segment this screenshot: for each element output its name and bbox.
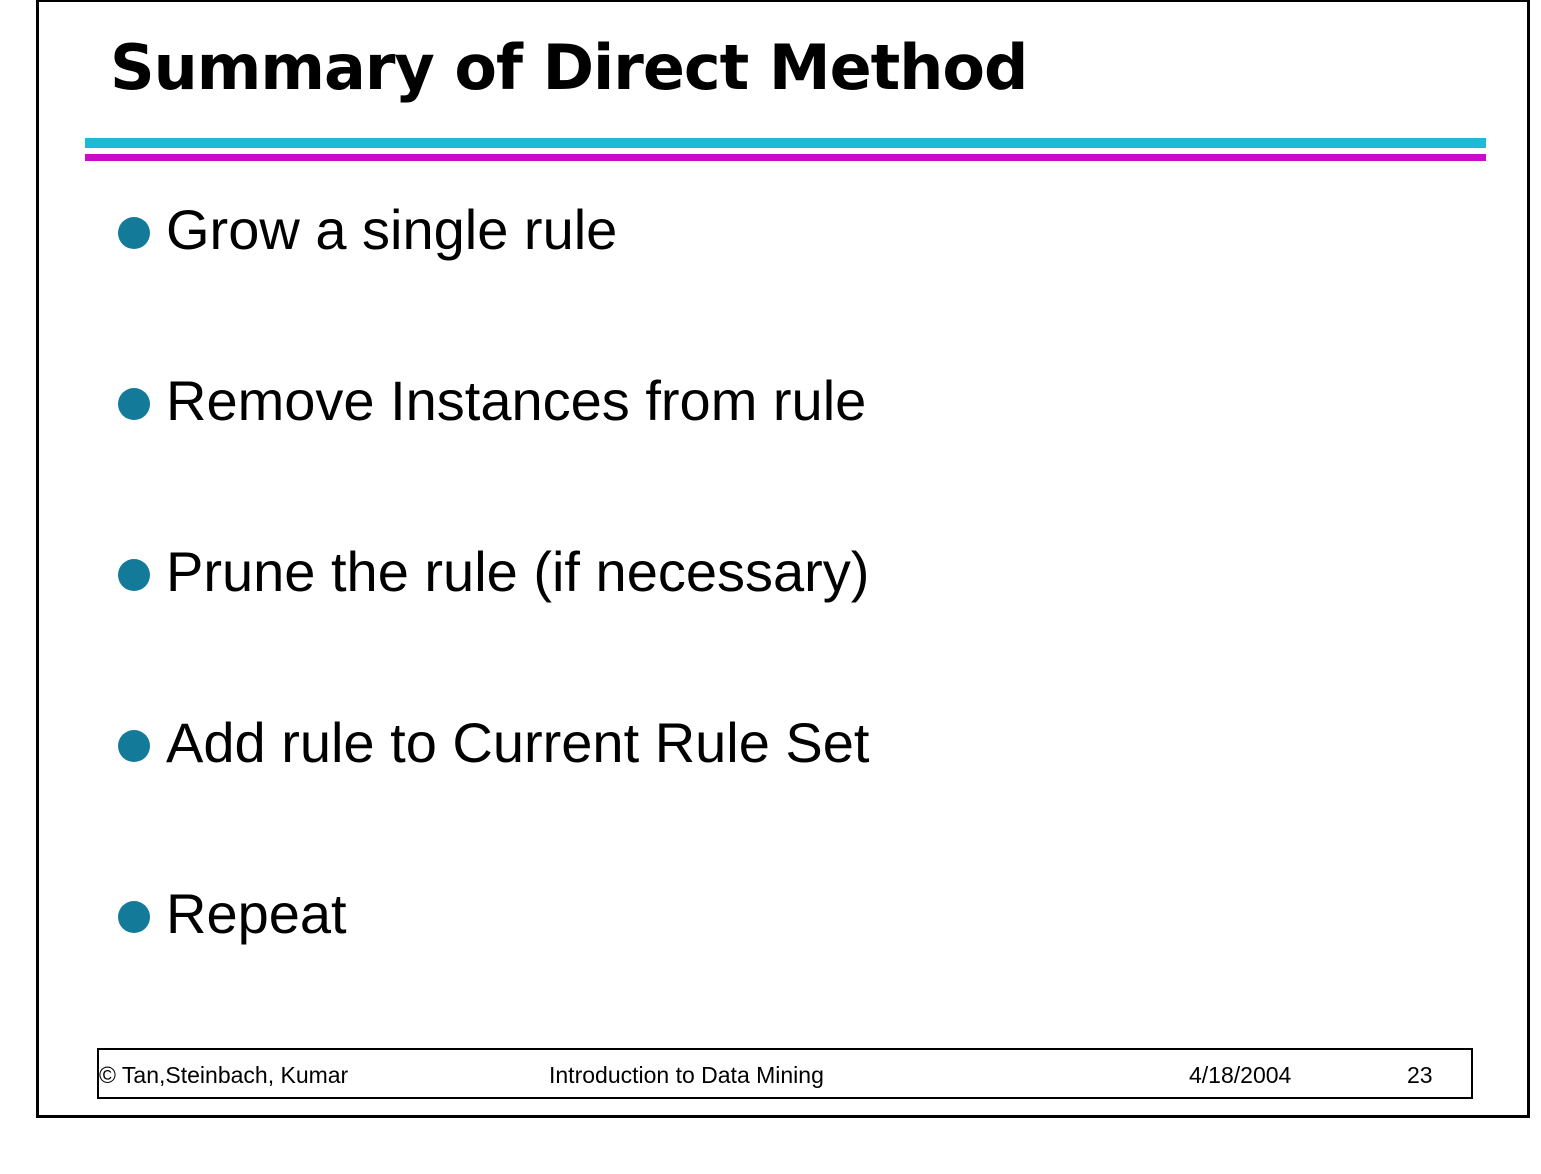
title-divider-magenta xyxy=(85,154,1486,161)
bullet-text: Grow a single rule xyxy=(166,198,618,261)
bullet-dot-icon xyxy=(118,388,150,420)
bullet-text: Add rule to Current Rule Set xyxy=(166,711,870,774)
slide-title: Summary of Direct Method xyxy=(110,31,1028,104)
footer-page-number: 23 xyxy=(1407,1062,1433,1088)
bullet-dot-icon xyxy=(118,730,150,762)
title-divider-cyan xyxy=(85,138,1486,148)
bullet-text: Repeat xyxy=(166,882,347,945)
bullet-text: Remove Instances from rule xyxy=(166,369,867,432)
footer-copyright: © Tan,Steinbach, Kumar xyxy=(99,1062,349,1088)
slide-footer xyxy=(97,1048,1473,1099)
footer-course-title: Introduction to Data Mining xyxy=(549,1062,824,1088)
bullet-text: Prune the rule (if necessary) xyxy=(166,540,870,603)
bullet-dot-icon xyxy=(118,901,150,933)
footer-date: 4/18/2004 xyxy=(1189,1062,1292,1088)
bullet-dot-icon xyxy=(118,217,150,249)
bullet-dot-icon xyxy=(118,559,150,591)
